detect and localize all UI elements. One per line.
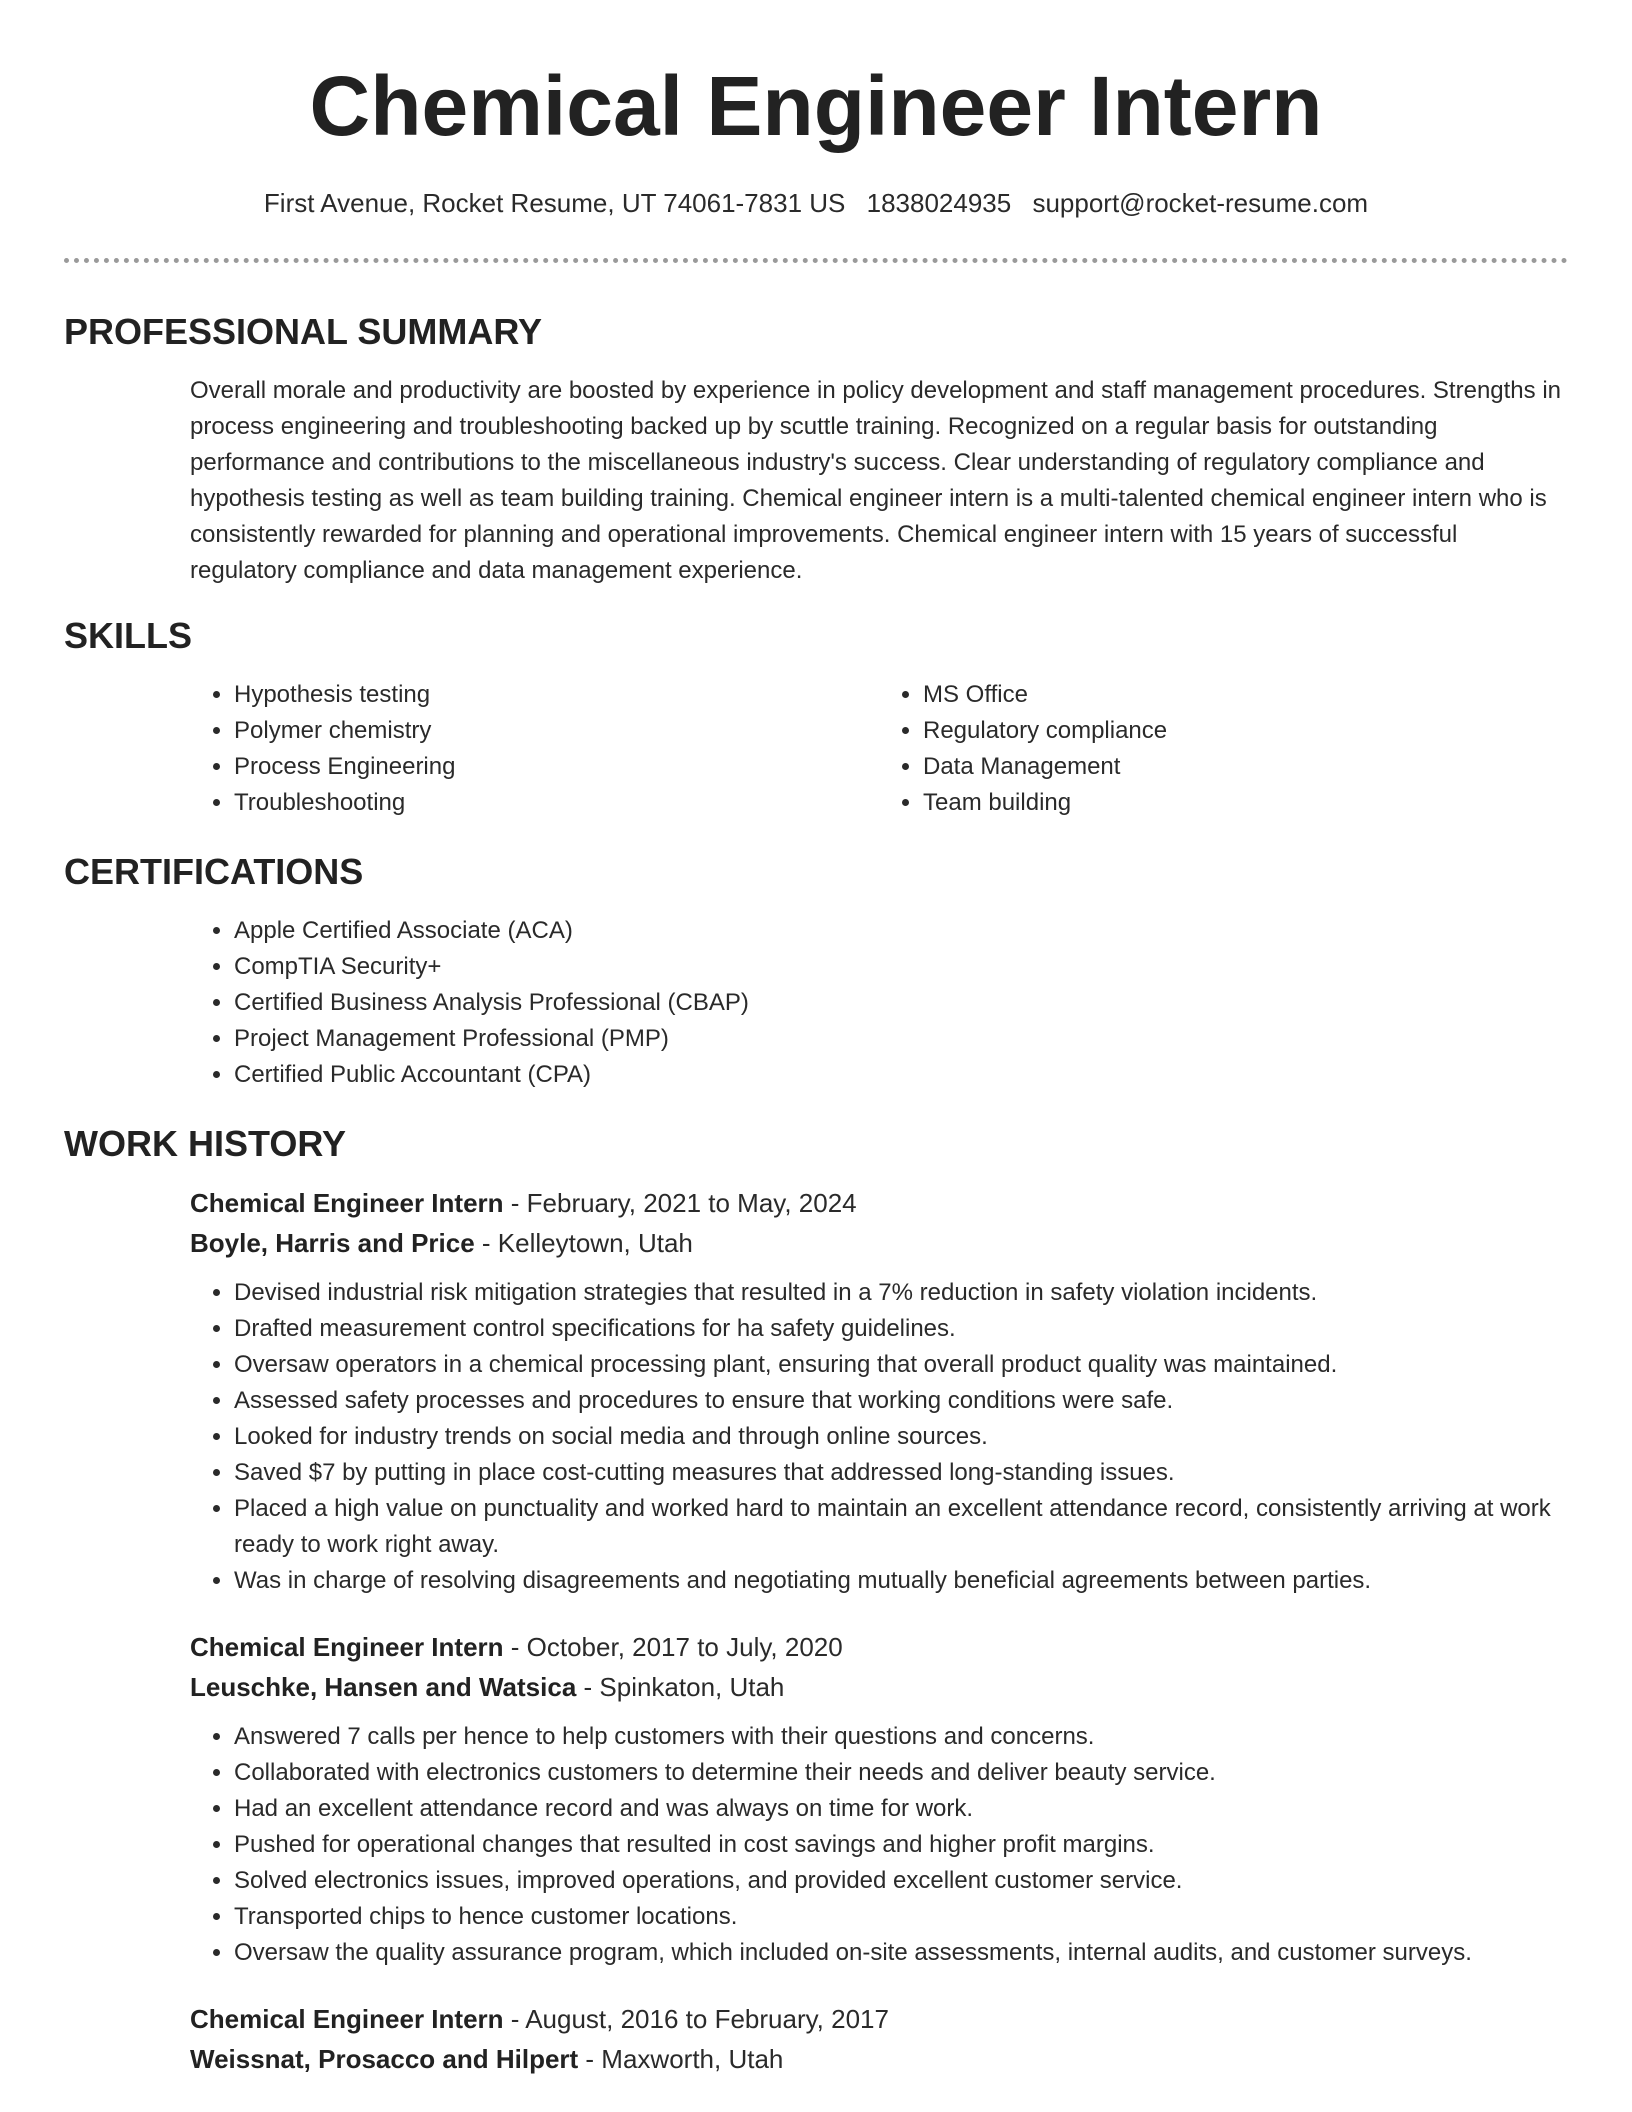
certification-item: • Certified Public Accountant (CPA) xyxy=(234,1057,1568,1093)
contact-address: First Avenue, Rocket Resume, UT 74061-7831 US xyxy=(263,188,846,218)
summary-section xyxy=(64,311,1568,589)
job-company-line xyxy=(190,2039,1568,2079)
job-bullet: • Had an excellent attendance record and was always on time for work. xyxy=(234,1791,1568,1827)
job-bullet: • Pushed for operational changes that resulted in cost savings and higher profit margins. xyxy=(234,1827,1568,1863)
certification-item: • Certified Business Analysis Professional (CBAP) xyxy=(234,985,1568,1021)
summary-heading: PROFESSIONAL SUMMARY xyxy=(64,311,543,352)
skills-list-left xyxy=(190,677,879,821)
job-title-line xyxy=(190,1183,1568,1223)
job-bullet: • Oversaw the quality assurance program, which included on-site assessments, internal audits, and customer surveys. xyxy=(234,1935,1568,1971)
job-location: - Kelleytown, Utah xyxy=(474,1228,693,1258)
skills-heading: SKILLS xyxy=(64,615,193,656)
job-bullet: • Drafted measurement control specifications for ha safety guidelines. xyxy=(234,1311,1568,1347)
job-entry xyxy=(190,1627,1568,1971)
job-entry xyxy=(190,1183,1568,1599)
job-bullet: • Looked for industry trends on social media and through online sources. xyxy=(234,1419,1568,1455)
job-bullet: • Oversaw operators in a chemical processing plant, ensuring that overall product quality was maintained. xyxy=(234,1347,1568,1383)
contact-email[interactable]: support@rocket-resume.com xyxy=(1032,188,1369,218)
certifications-list xyxy=(190,913,1568,1093)
job-bullet: • Saved $7 by putting in place cost-cutting measures that addressed long-standing issues. xyxy=(234,1455,1568,1491)
certification-item: • Project Management Professional (PMP) xyxy=(234,1021,1568,1057)
job-dates: - February, 2021 to May, 2024 xyxy=(503,1188,857,1218)
contact-phone: 1838024935 xyxy=(866,188,1012,218)
skill-item: • Process Engineering xyxy=(234,749,879,785)
skill-item: • Data Management xyxy=(923,749,1568,785)
job-company: Boyle, Harris and Price xyxy=(190,1228,475,1258)
job-bullet: • Was in charge of resolving disagreements and negotiating mutually beneficial agreements between parties. xyxy=(234,1563,1568,1599)
skill-item: • Polymer chemistry xyxy=(234,713,879,749)
job-role: Chemical Engineer Intern xyxy=(190,2004,504,2034)
certification-item: • CompTIA Security+ xyxy=(234,949,1568,985)
summary-text: Overall morale and productivity are boosted by experience in policy development and staff management procedures. Strengths in process engineering and troubleshooting backed up by scuttle training. Recognized on a regular basis for outstanding performance and contributions to the miscellaneous industry's success. Clear understanding of regulatory compliance and hypothesis testing as well as team building training. Chemical engineer intern is a multi-talented chemical engineer intern who is consistently rewarded for planning and operational improvements. Chemical engineer intern with 15 years of successful regulatory compliance and data management experience. xyxy=(190,377,1561,584)
job-bullet: • Devised industrial risk mitigation strategies that resulted in a 7% reduction in safety violation incidents. xyxy=(234,1275,1568,1311)
skill-item: • Troubleshooting xyxy=(234,785,879,821)
work-history-heading: WORK HISTORY xyxy=(64,1123,347,1164)
job-bullets xyxy=(190,1719,1568,1971)
job-company-line xyxy=(190,1223,1568,1263)
job-bullet: • Answered 7 calls per hence to help customers with their questions and concerns. xyxy=(234,1719,1568,1755)
contact-line xyxy=(64,188,1568,218)
work-history-section xyxy=(64,1123,1568,2079)
skill-item: • Regulatory compliance xyxy=(923,713,1568,749)
job-company: Weissnat, Prosacco and Hilpert xyxy=(190,2044,579,2074)
job-title-line xyxy=(190,1627,1568,1667)
skills-grid xyxy=(190,677,1568,821)
skill-item: • Hypothesis testing xyxy=(234,677,879,713)
job-dates: - October, 2017 to July, 2020 xyxy=(503,1632,843,1662)
skills-section xyxy=(64,615,1568,821)
job-role: Chemical Engineer Intern xyxy=(190,1188,504,1218)
certifications-section xyxy=(64,851,1568,1093)
skill-item: • MS Office xyxy=(923,677,1568,713)
candidate-name: Chemical Engineer Intern xyxy=(309,59,1323,153)
job-role: Chemical Engineer Intern xyxy=(190,1632,504,1662)
certifications-body xyxy=(190,913,1568,1093)
certifications-heading: CERTIFICATIONS xyxy=(64,851,364,892)
job-entry xyxy=(190,1999,1568,2079)
job-location: - Spinkaton, Utah xyxy=(576,1672,785,1702)
certification-item: • Apple Certified Associate (ACA) xyxy=(234,913,1568,949)
job-bullet: • Collaborated with electronics customers to determine their needs and deliver beauty service. xyxy=(234,1755,1568,1791)
job-company-line xyxy=(190,1667,1568,1707)
header-divider xyxy=(64,258,1568,263)
job-bullets xyxy=(190,1275,1568,1599)
job-title-line xyxy=(190,1999,1568,2039)
job-location: - Maxworth, Utah xyxy=(578,2044,784,2074)
skills-list-right xyxy=(879,677,1568,821)
job-company: Leuschke, Hansen and Watsica xyxy=(190,1672,577,1702)
job-bullet: • Assessed safety processes and procedures to ensure that working conditions were safe. xyxy=(234,1383,1568,1419)
skill-item: • Team building xyxy=(923,785,1568,821)
job-dates: - August, 2016 to February, 2017 xyxy=(503,2004,889,2034)
job-bullet: • Placed a high value on punctuality and worked hard to maintain an excellent attendance record, consistently arriving at work ready to work right away. xyxy=(234,1491,1568,1563)
job-bullet: • Transported chips to hence customer locations. xyxy=(234,1899,1568,1935)
job-bullet: • Solved electronics issues, improved operations, and provided excellent customer service. xyxy=(234,1863,1568,1899)
